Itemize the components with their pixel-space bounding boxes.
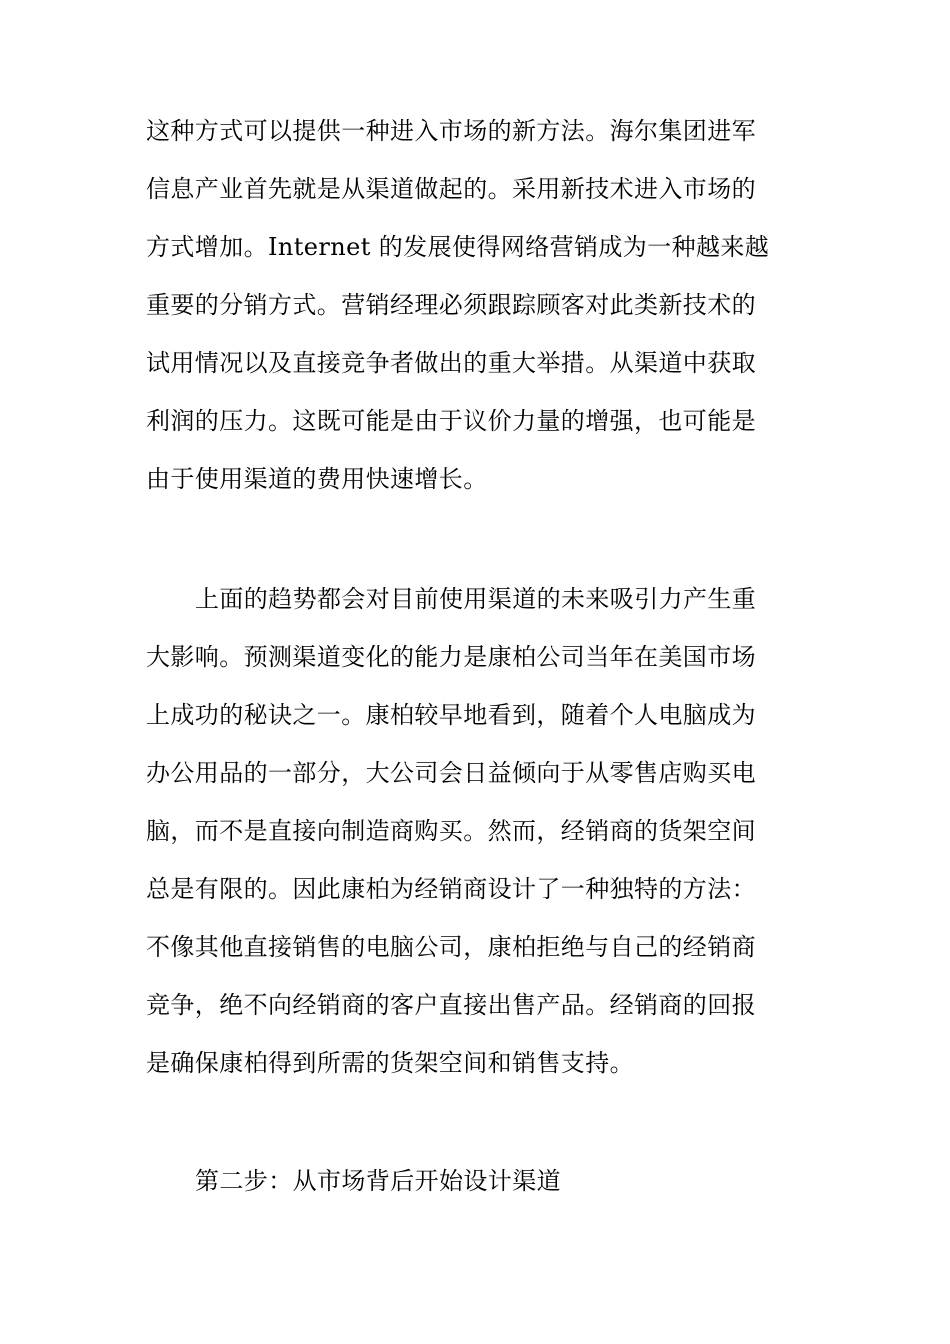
- paragraph-2-line: 是确保康柏得到所需的货架空间和销售支持。: [146, 1049, 634, 1077]
- paragraph-1-line: 利润的压力。这既可能是由于议价力量的增强，也可能是: [146, 407, 756, 435]
- paragraph-1-line: 由于使用渠道的费用快速增长。: [146, 465, 488, 493]
- paragraph-1-line: 重要的分销方式。营销经理必须跟踪顾客对此类新技术的: [146, 291, 756, 319]
- paragraph-1-line: 这种方式可以提供一种进入市场的新方法。海尔集团进军: [146, 117, 756, 145]
- section-heading: 第二步：从市场背后开始设计渠道: [195, 1167, 561, 1195]
- paragraph-2-line: 竞争，绝不向经销商的客户直接出售产品。经销商的回报: [146, 991, 756, 1019]
- paragraph-2-line: 脑，而不是直接向制造商购买。然而，经销商的货架空间: [146, 817, 756, 845]
- paragraph-2-line: 总是有限的。因此康柏为经销商设计了一种独特的方法：: [146, 875, 756, 903]
- paragraph-2-line: 办公用品的一部分，大公司会日益倾向于从零售店购买电: [146, 759, 756, 787]
- paragraph-2-line: 大影响。预测渠道变化的能力是康柏公司当年在美国市场: [146, 643, 756, 671]
- paragraph-2-line: 上成功的秘诀之一。康柏较早地看到，随着个人电脑成为: [146, 701, 756, 729]
- paragraph-2-line: 不像其他直接销售的电脑公司，康柏拒绝与自己的经销商: [146, 933, 756, 961]
- paragraph-2-line: 上面的趋势都会对目前使用渠道的未来吸引力产生重: [195, 585, 757, 613]
- paragraph-1-line: 试用情况以及直接竞争者做出的重大举措。从渠道中获取: [146, 349, 756, 377]
- paragraph-1-line: 方式增加。Internet 的发展使得网络营销成为一种越来越: [146, 233, 770, 261]
- paragraph-1-line: 信息产业首先就是从渠道做起的。采用新技术进入市场的: [146, 175, 756, 203]
